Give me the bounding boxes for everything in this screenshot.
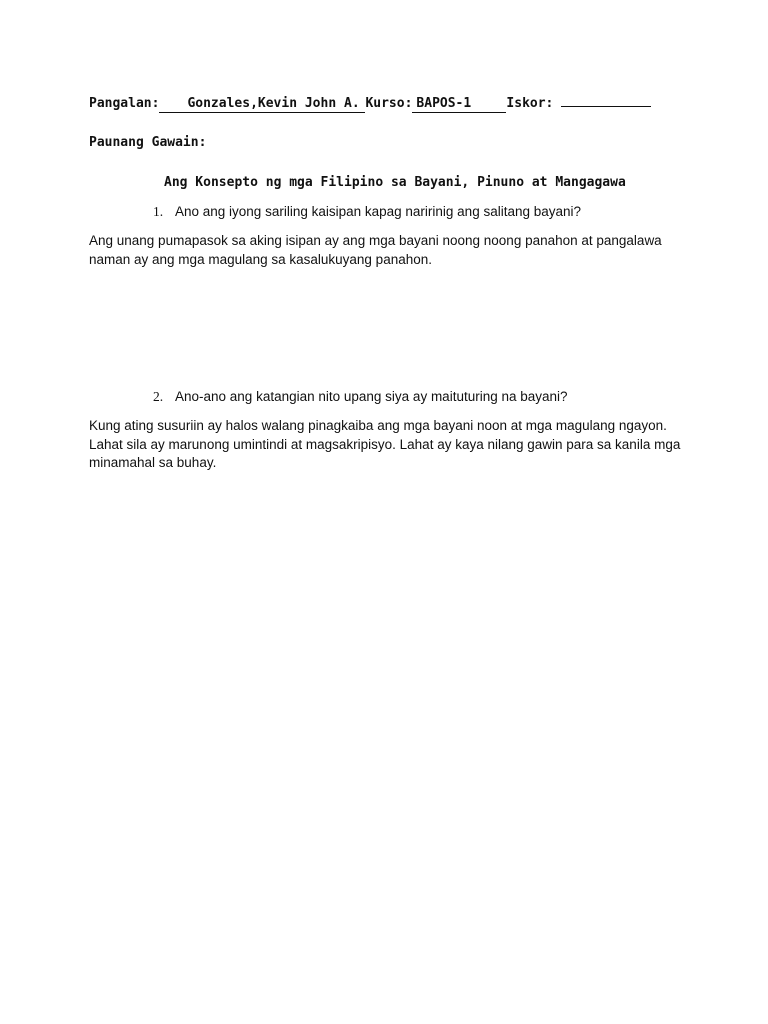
document-title: Ang Konsepto ng mga Filipino sa Bayani, Pinuno at Mangagawa — [164, 175, 626, 190]
section-label: Paunang Gawain: — [89, 135, 207, 150]
answer-2: Kung ating susuriin ay halos walang pinagkaiba ang mga bayani noon at mga magulang ngayon. Lahat sila ay marunong umintindi at magsakripisyo. Lahat ay kaya nilang gawin para sa kanila mga minamahal sa buhay. — [89, 418, 681, 470]
course-value: BAPOS-1 — [412, 96, 506, 113]
answer-1: Ang unang pumapasok sa aking isipan ay ang mga bayani noong noong panahon at pangalawa naman ay ang mga magulang sa kasalukuyang panahon. — [89, 233, 662, 267]
question-2-text: Ano-ano ang katangian nito upang siya ay maituturing na bayani? — [175, 389, 568, 404]
name-label: Pangalan: — [89, 96, 160, 111]
student-info-line — [89, 95, 651, 113]
question-1 — [153, 204, 581, 220]
name-value: Gonzales,Kevin John A. — [159, 96, 365, 113]
question-2-number: 2. — [153, 389, 164, 404]
score-label: Iskor: — [506, 96, 554, 111]
question-2 — [153, 389, 568, 405]
question-1-text: Ano ang iyong sariling kaisipan kapag naririnig ang salitang bayani? — [175, 204, 582, 219]
question-1-number: 1. — [153, 204, 164, 219]
course-label: Kurso: — [365, 96, 413, 111]
score-value — [561, 106, 651, 107]
